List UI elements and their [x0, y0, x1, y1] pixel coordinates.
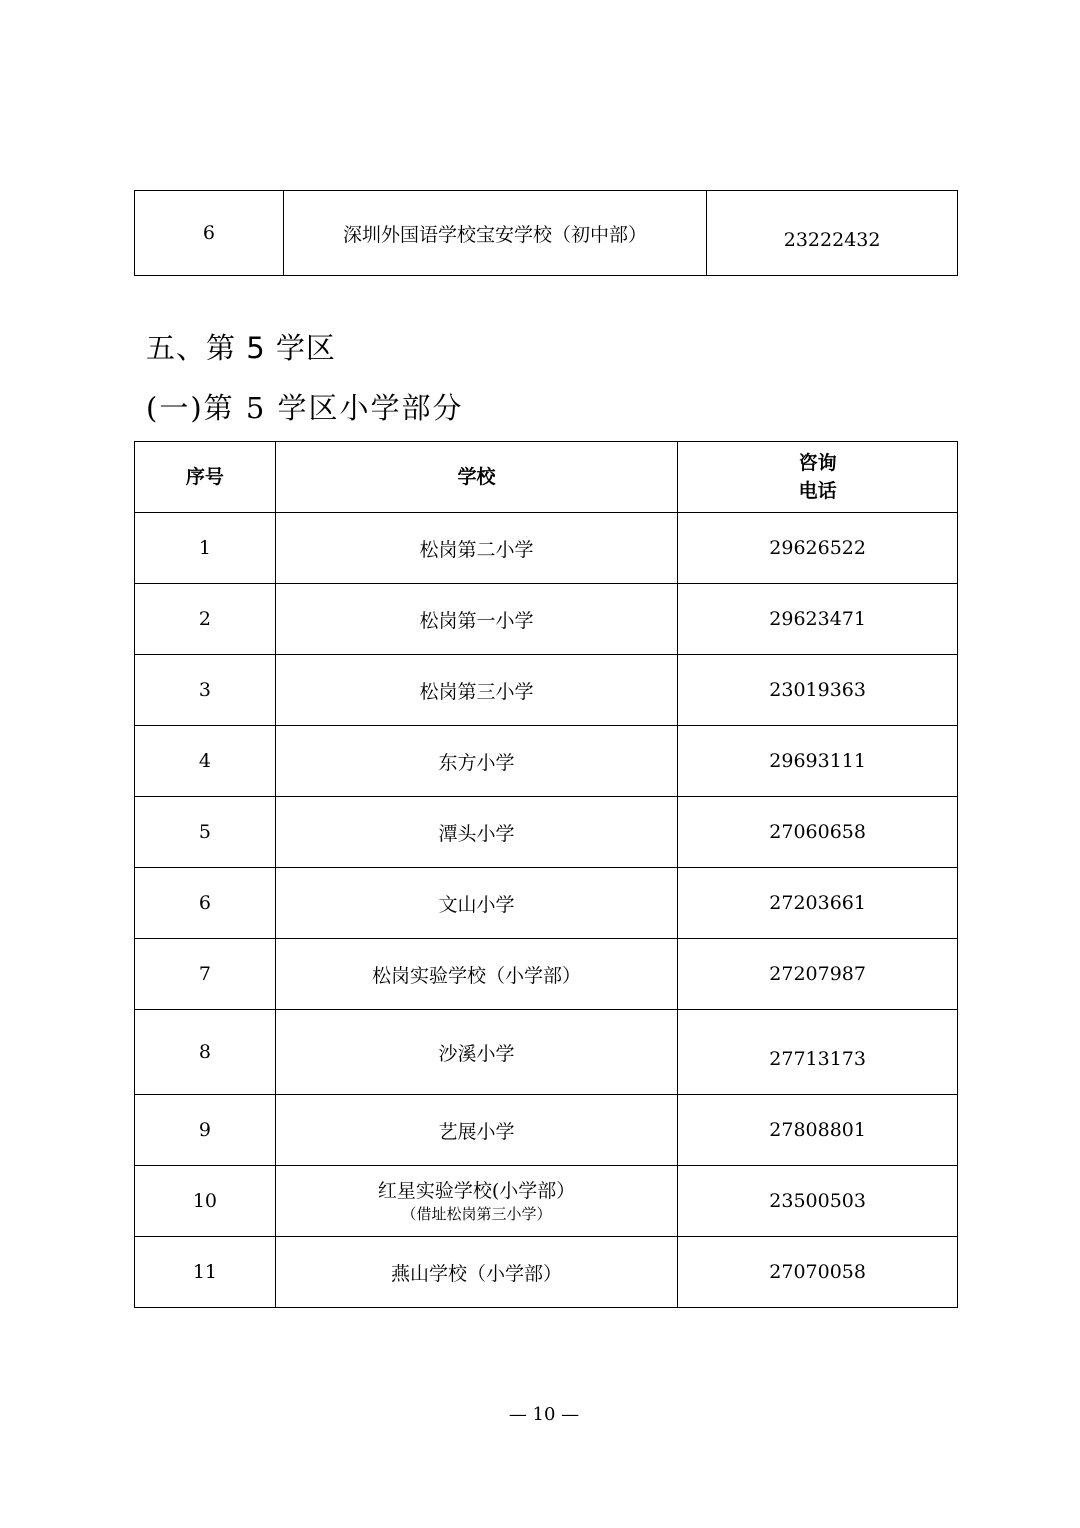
- table-row: [135, 191, 958, 276]
- row-phone: 29626522: [678, 513, 958, 584]
- row-phone: 29693111: [678, 726, 958, 797]
- row-school: 燕山学校（小学部）: [275, 1237, 677, 1308]
- table-row: [135, 1237, 958, 1308]
- table-row: [135, 655, 958, 726]
- row-index: 11: [135, 1237, 276, 1308]
- row-school: 东方小学: [275, 726, 677, 797]
- table-row: [135, 513, 958, 584]
- row-index: 7: [135, 939, 276, 1010]
- row-school: 松岗实验学校（小学部）: [275, 939, 677, 1010]
- row-index: 9: [135, 1095, 276, 1166]
- subsection-title: (一)第 5 学区小学部分: [146, 391, 464, 425]
- table-row: [135, 1095, 958, 1166]
- row-index: 3: [135, 655, 276, 726]
- header-phone-line1: 咨询: [798, 452, 837, 474]
- row-phone: 23019363: [678, 655, 958, 726]
- row-index: 8: [135, 1010, 276, 1095]
- header-index: 序号: [135, 442, 276, 513]
- row-index: 4: [135, 726, 276, 797]
- table-row: [135, 1010, 958, 1095]
- row-index: 10: [135, 1166, 276, 1237]
- school-table: [134, 441, 958, 1308]
- row-phone: 27203661: [678, 868, 958, 939]
- row-phone: 23500503: [678, 1166, 958, 1237]
- table-row: [135, 797, 958, 868]
- row-school: 沙溪小学: [275, 1010, 677, 1095]
- row-phone: 27060658: [678, 797, 958, 868]
- row-phone: 27207987: [678, 939, 958, 1010]
- table-header-row: [135, 442, 958, 513]
- row-index: 1: [135, 513, 276, 584]
- row-school: 潭头小学: [275, 797, 677, 868]
- row-school: 文山小学: [275, 868, 677, 939]
- row-school: 松岗第一小学: [275, 584, 677, 655]
- row-school: 深圳外国语学校宝安学校（初中部）: [283, 191, 706, 276]
- table-row: [135, 868, 958, 939]
- row-index: 5: [135, 797, 276, 868]
- row-index: 2: [135, 584, 276, 655]
- header-phone-line2: 电话: [798, 480, 837, 502]
- row-phone: 27713173: [678, 1010, 958, 1095]
- table-row: [135, 726, 958, 797]
- row-school-name: 红星实验学校(小学部）: [377, 1180, 576, 1202]
- page-number: — 10 —: [508, 1404, 580, 1425]
- row-phone: 29623471: [678, 584, 958, 655]
- row-index: 6: [135, 191, 284, 276]
- previous-table-fragment: [134, 190, 958, 276]
- table-row: [135, 584, 958, 655]
- row-index: 6: [135, 868, 276, 939]
- row-school: [275, 1166, 677, 1237]
- table-row: [135, 939, 958, 1010]
- row-phone: 23222432: [707, 191, 958, 276]
- row-phone: 27808801: [678, 1095, 958, 1166]
- header-phone: [678, 442, 958, 513]
- row-school: 艺展小学: [275, 1095, 677, 1166]
- row-phone: 27070058: [678, 1237, 958, 1308]
- row-school: 松岗第三小学: [275, 655, 677, 726]
- header-school: 学校: [275, 442, 677, 513]
- row-school: 松岗第二小学: [275, 513, 677, 584]
- row-school-note: （借址松岗第三小学）: [401, 1205, 552, 1223]
- table-row: [135, 1166, 958, 1237]
- section-title: 五、第 5 学区: [146, 331, 336, 365]
